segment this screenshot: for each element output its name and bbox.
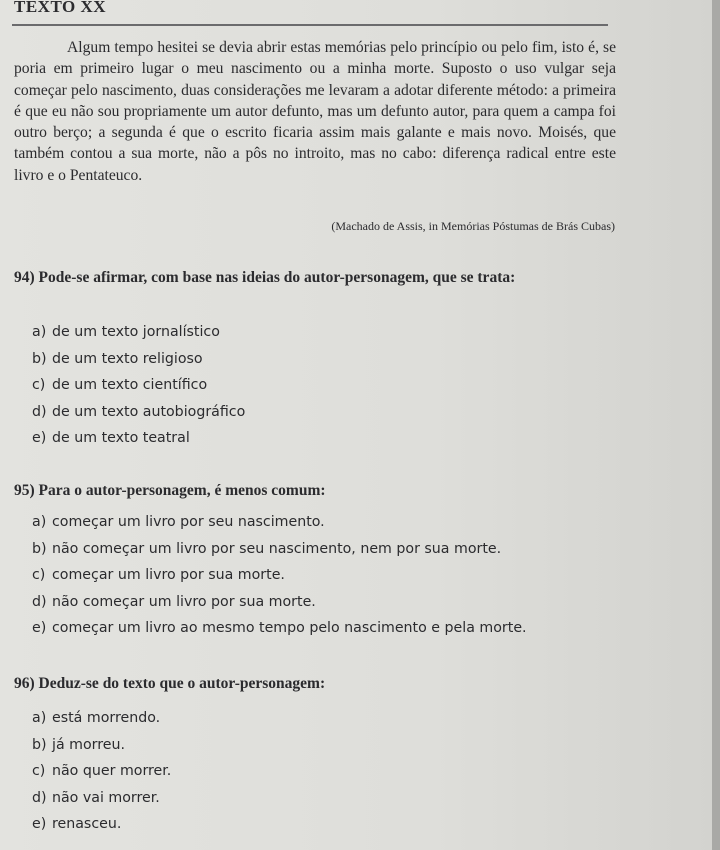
option-d[interactable]: d) não vai morrer. — [32, 789, 160, 806]
page-edge — [712, 0, 720, 850]
option-c[interactable]: c) de um texto científico — [32, 377, 208, 394]
passage-citation: (Machado de Assis, in Memórias Póstumas de Brás Cubas) — [331, 219, 615, 233]
question-text: Pode-se afirmar, com base nas ideias do autor-personagem, que se trata: — [38, 269, 516, 286]
question-96 — [14, 673, 629, 694]
text-header: TEXTO XX — [14, 0, 107, 16]
option-d[interactable]: d) de um texto autobiográfico — [32, 403, 246, 420]
option-e[interactable]: e) renasceu. — [32, 816, 122, 833]
question-95-options — [32, 509, 527, 642]
question-number: 96) — [14, 675, 35, 692]
option-d[interactable]: d) não começar um livro por sua morte. — [32, 593, 316, 610]
option-b[interactable]: b) já morreu. — [32, 736, 125, 753]
question-text: Deduz-se do texto que o autor-personagem: — [38, 675, 326, 692]
question-96-options — [32, 705, 171, 838]
option-a[interactable]: a) está morrendo. — [32, 710, 161, 726]
option-c[interactable]: c) começar um livro por sua morte. — [32, 567, 285, 584]
question-95 — [14, 480, 629, 501]
option-b[interactable]: b) não começar um livro por seu nascimento, nem por sua morte. — [32, 540, 502, 557]
option-b[interactable]: b) de um texto religioso — [32, 350, 203, 367]
question-text: Para o autor-personagem, é menos comum: — [38, 482, 326, 499]
passage-text: Algum tempo hesitei se devia abrir estas memórias pelo princípio ou pelo fim, isto é, se poria em primeiro lugar o meu nascimento ou a minha morte. Suposto o uso vulgar seja começar pelo nascimento, duas considerações me levaram a adotar diferente método: a primeira é que eu não sou propriamente um autor defunto, mas um defunto autor, para quem a campa foi outro berço; a segunda é que o escrito ficaria assim mais galante e mais novo. Moisés, que também contou a sua morte, não a pôs no introito, mas no cabo: diferença radical entre este livro e o Pentateuco. — [14, 39, 616, 184]
question-number: 94) — [14, 269, 35, 286]
option-c[interactable]: c) não quer morrer. — [32, 763, 172, 780]
option-e[interactable]: e) começar um livro ao mesmo tempo pelo nascimento e pela morte. — [32, 620, 527, 637]
question-number: 95) — [14, 482, 35, 499]
option-a[interactable]: a) começar um livro por seu nascimento. — [32, 514, 325, 530]
question-94 — [14, 267, 629, 288]
option-e[interactable]: e) de um texto teatral — [32, 430, 190, 447]
question-94-options — [32, 319, 245, 452]
option-a[interactable]: a) de um texto jornalístico — [32, 324, 220, 340]
header-divider — [12, 24, 608, 26]
